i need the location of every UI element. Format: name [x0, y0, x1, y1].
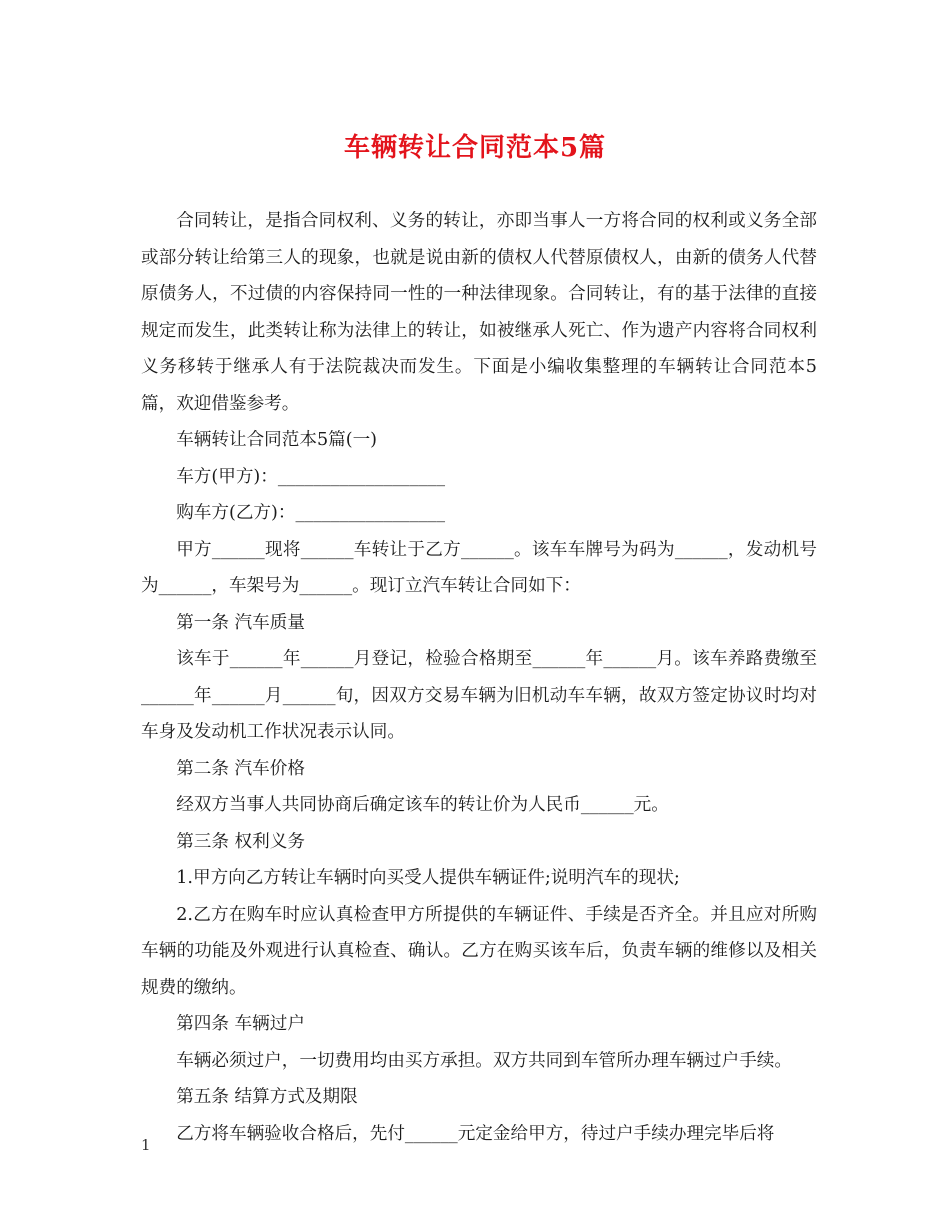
seller-line: 车方(甲方)：___________________ — [176, 466, 446, 487]
article-1-heading: 第一条 汽车质量 — [176, 612, 305, 633]
document-title: 车辆转让合同范本5篇 — [343, 133, 607, 163]
article-2-text: 经双方当事人共同协商后确定该车的转让价为人民币______元。 — [176, 795, 669, 815]
section-heading: 车辆转让合同范本5篇(一) — [176, 430, 378, 450]
page-number: 1 — [141, 1136, 151, 1154]
article-3-heading: 第三条 权利义务 — [176, 831, 305, 852]
article-1-text: 该车于______年______月登记，检验合格期至______年______月。该车养路费缴至______年______月______旬，因双方交易车辆为旧机动车车辆，故双方签定协议时均对车身及发动机工作状况表示认同。 — [141, 649, 817, 742]
article-3-item-1: 1.甲方向乙方转让车辆时向买受人提供车辆证件;说明汽车的现状; — [176, 868, 680, 888]
article-5-heading: 第五条 结算方式及期限 — [176, 1087, 358, 1107]
transfer-paragraph: 甲方______现将______车转让于乙方______。该车车牌号为码为______，发动机号为______，车架号为______。现订立汽车转让合同如下： — [141, 539, 817, 596]
article-5-text: 乙方将车辆验收合格后，先付______元定金给甲方，待过户手续办理完毕后将 — [176, 1123, 775, 1144]
buyer-line: 购车方(乙方)：_________________ — [176, 503, 446, 523]
document-body — [141, 203, 817, 1152]
article-4-heading: 第四条 车辆过户 — [176, 1014, 305, 1034]
article-2-heading: 第二条 汽车价格 — [176, 758, 305, 779]
article-3-item-2: 2.乙方在购车时应认真检查甲方所提供的车辆证件、手续是否齐全。并且应对所购车辆的功能及外观进行认真检查、确认。乙方在购买该车后，负责车辆的维修以及相关规费的缴纳。 — [141, 904, 817, 998]
article-4-text: 车辆必须过户，一切费用均由买方承担。双方共同到车管所办理车辆过户手续。 — [176, 1050, 792, 1071]
intro-paragraph: 合同转让，是指合同权利、义务的转让，亦即当事人一方将合同的权利或义务全部或部分转让给第三人的现象，也就是说由新的债权人代替原债权人，由新的债务人代替原债务人，不过债的内容保持同一性的一种法律现象。合同转让，有的基于法律的直接规定而发生，此类转让称为法律上的转让，如被继承人死亡、作为遗产内容将合同权利义务移转于继承人有于法院裁决而发生。下面是小编收集整理的车辆转让合同范本5篇，欢迎借鉴参考。 — [141, 211, 817, 414]
